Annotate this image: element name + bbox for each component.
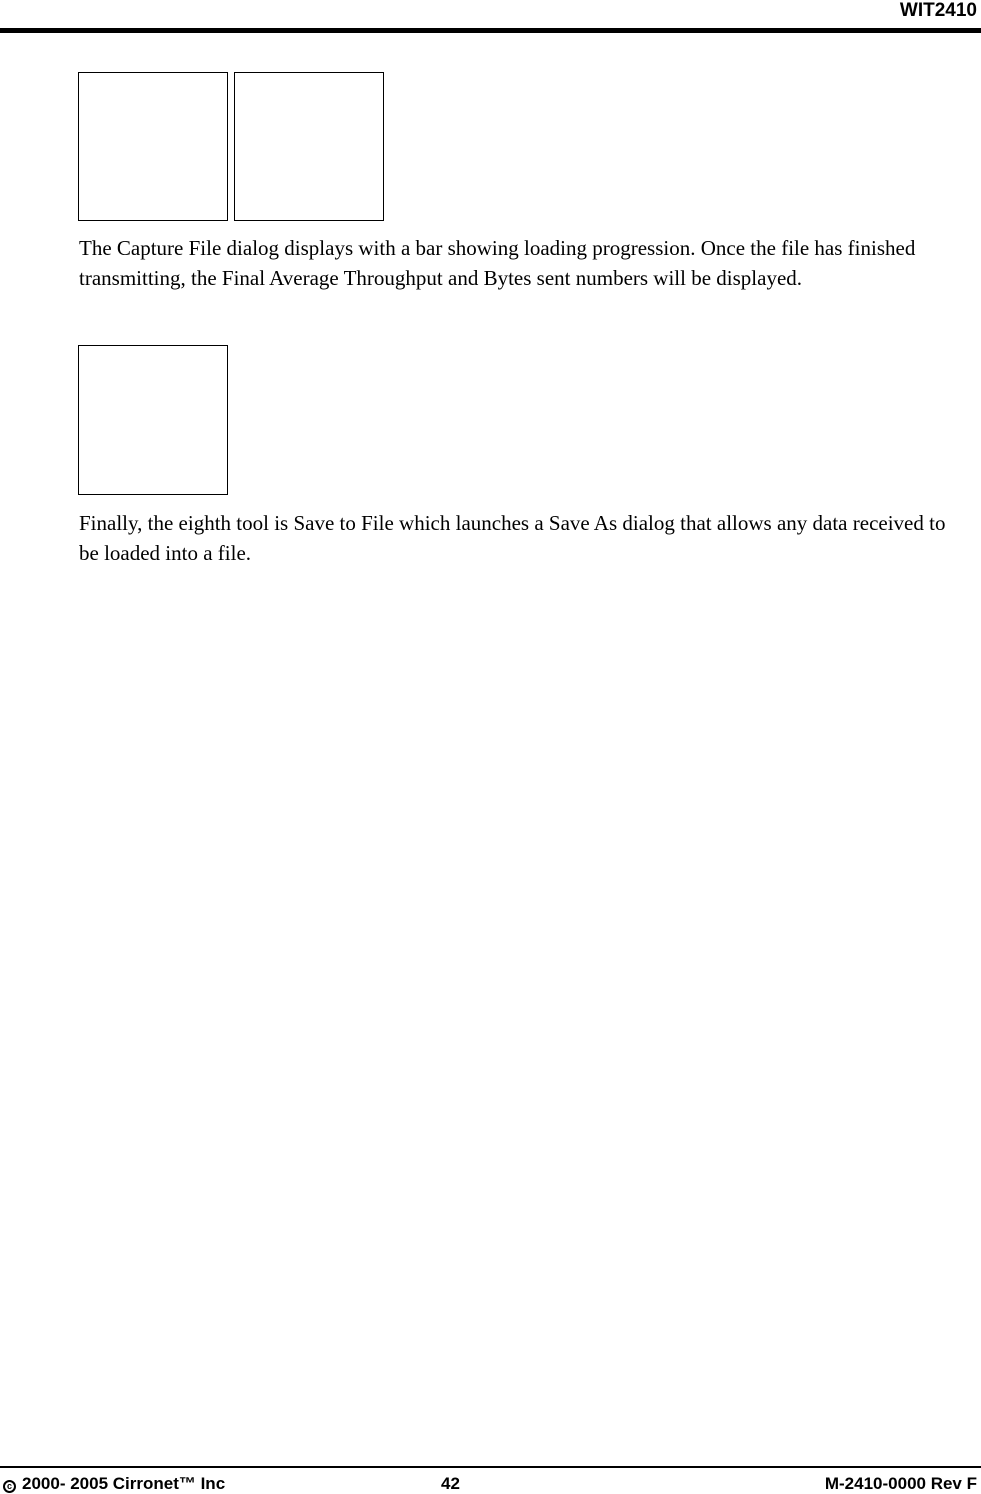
footer-rule bbox=[0, 1466, 981, 1468]
footer-copyright bbox=[3, 1474, 225, 1494]
header-title: WIT2410 bbox=[899, 0, 977, 21]
footer-copyright-text: 2000- 2005 Cirronet™ Inc bbox=[22, 1474, 226, 1493]
figure-placeholder-1 bbox=[78, 72, 228, 221]
footer-page-number: 42 bbox=[441, 1474, 460, 1493]
paragraph-capture-file: The Capture File dialog displays with a bar showing loading progression. Once the file has finished transmitting, the Final Average Throughput and Bytes sent numbers will be displayed. bbox=[79, 236, 916, 290]
copyright-icon: c bbox=[3, 1480, 16, 1493]
paragraph-save-to-file: Finally, the eighth tool is Save to File which launches a Save As dialog that allows any data received to be loaded into a file. bbox=[79, 511, 946, 565]
figure-placeholder-3 bbox=[78, 345, 228, 495]
figure-placeholder-2 bbox=[234, 72, 384, 221]
footer-document-id: M-2410-0000 Rev F bbox=[824, 1474, 977, 1493]
header-rule bbox=[0, 28, 981, 33]
